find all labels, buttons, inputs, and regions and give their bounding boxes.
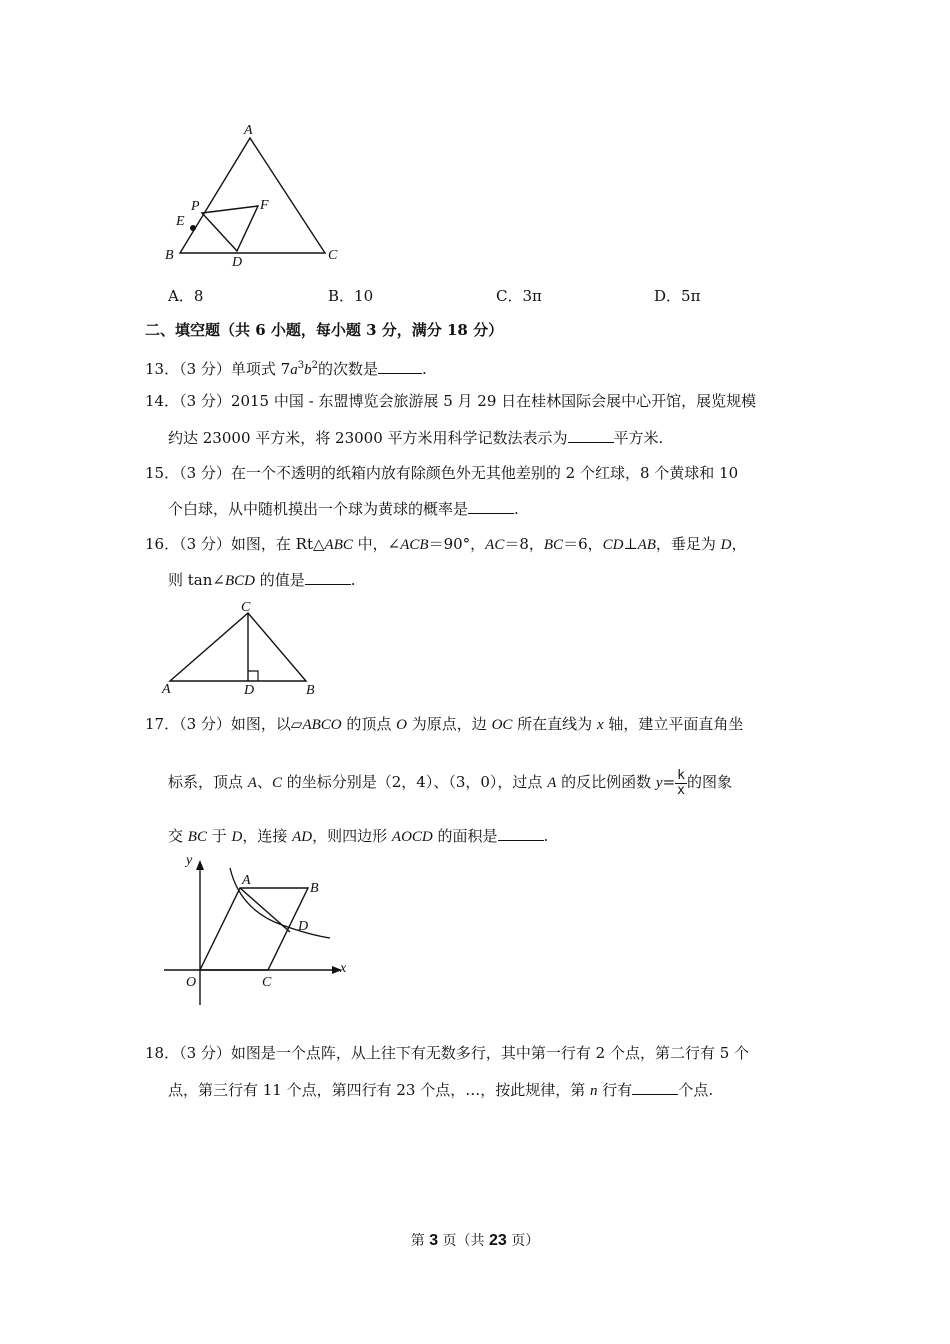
question-16-line1: 16．（3 分）如图，在 Rt△ABC 中，∠ACB＝90°，AC＝8，BC＝6，CD⊥AB，垂足为 D， [145, 535, 747, 553]
q17-figure [160, 850, 360, 1010]
page-footer: 第 3 页（共 23 页） [410, 1232, 540, 1249]
question-13: 13．（3 分）单项式 $7a^3b^2$的次数是 . [145, 360, 427, 378]
question-15-line1: 15．（3 分）在一个不透明的纸箱内放有除颜色外无其他差别的 2 个红球，8 个黄球和 10 [145, 464, 739, 482]
question-15-line2: 个白球，从中随机摸出一个球为黄球的概率是 . [168, 500, 519, 518]
q16-figure [160, 597, 330, 697]
answer-blank-16[interactable] [305, 570, 351, 585]
page-number: 3 [429, 1232, 439, 1249]
label-o: O [186, 975, 197, 990]
q12-figure [160, 118, 350, 273]
question-14-line1: 14．（3 分）2015 中国 - 东盟博览会旅游展 5 月 29 日在桂林国际会展中心开馆，展览规模 [145, 392, 757, 410]
question-18-line2: 点，第三行有 11 个点，第四行有 23 个点，…，按此规律，第 n 行有 个点. [168, 1081, 714, 1099]
label-b: B [165, 248, 174, 263]
section-title: 二、填空题（共 6 小题，每小题 3 分，满分 18 分） [145, 321, 504, 339]
question-14-line2: 约达 23000 平方米，将 23000 平方米用科学记数法表示为 平方米. [168, 429, 664, 447]
question-17-line2: 标系，顶点 A、C 的坐标分别是（2，4）、（3，0），过点 A 的反比例函数 y= $\frac{k}{x}$ 的图象 [168, 767, 733, 798]
answer-blank-17[interactable] [498, 826, 544, 841]
answer-blank-18[interactable] [632, 1080, 678, 1095]
label-c: C [241, 600, 251, 615]
label-c: C [262, 975, 272, 990]
question-17-line1: 17．（3 分）如图，以▱ABCO 的顶点 O 为原点，边 OC 所在直线为 x 轴，建立平面直角坐 [145, 715, 744, 733]
right-angle-mark [248, 671, 258, 681]
option-d[interactable]: D．5π [654, 287, 701, 305]
y-axis-arrow [196, 860, 204, 870]
label-d: D [244, 683, 255, 697]
answer-blank-15[interactable] [468, 499, 514, 514]
total-pages: 23 [489, 1232, 507, 1249]
label-f: F [260, 198, 269, 213]
option-a[interactable]: A．8 [168, 287, 204, 305]
label-d: D [232, 255, 243, 270]
answer-blank-14[interactable] [568, 428, 614, 443]
answer-blank-13[interactable] [378, 359, 422, 374]
label-x: x [340, 961, 347, 976]
segment-ad [240, 888, 290, 932]
triangle-abc [170, 613, 306, 681]
option-c[interactable]: C．3π [496, 287, 542, 305]
label-e: E [176, 214, 185, 229]
label-a: A [242, 873, 251, 888]
label-b: B [306, 683, 315, 697]
triangle-pdf [202, 206, 258, 251]
label-p: P [191, 199, 200, 214]
question-16-line2: 则 tan∠BCD 的值是 . [168, 571, 356, 589]
option-b[interactable]: B．10 [328, 287, 374, 305]
label-a: A [162, 682, 171, 697]
fraction-k-over-x: $\frac{k}{x}$ [677, 767, 685, 798]
label-a: A [244, 123, 253, 138]
point-e [190, 225, 196, 231]
question-17-line3: 交 BC 于 D，连接 AD，则四边形 AOCD 的面积是 . [168, 827, 549, 845]
label-d: D [298, 919, 309, 934]
label-y: y [186, 853, 193, 868]
triangle-abc [180, 138, 325, 253]
label-b: B [310, 881, 319, 896]
label-c: C [328, 248, 338, 263]
question-18-line1: 18．（3 分）如图是一个点阵，从上往下有无数多行，其中第一行有 2 个点，第二行有 5 个 [145, 1044, 750, 1062]
